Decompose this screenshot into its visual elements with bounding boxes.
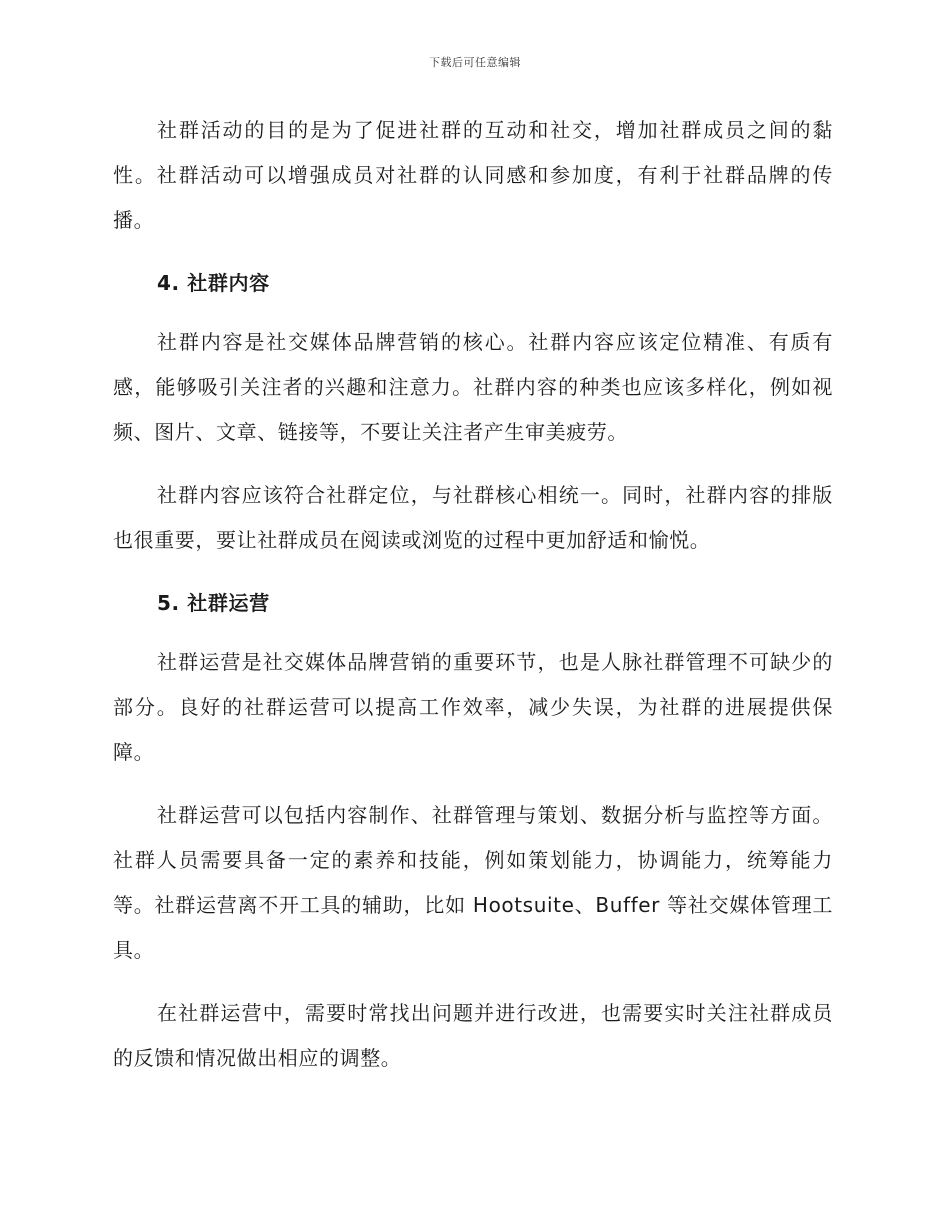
header-note: 下载后可任意编辑: [429, 56, 521, 69]
paragraph-community-activity-purpose: 社群活动的目的是为了促进社群的互动和社交，增加社群成员之间的黏性。社群活动可以增强成员对社群的认同感和参加度，有利于社群品牌的传播。: [113, 118, 833, 232]
section-heading-community-content: 4. 社群内容: [157, 271, 270, 295]
section-heading-community-operation: 5. 社群运营: [157, 591, 270, 615]
document-body: [113, 108, 833, 1099]
paragraph-community-content-core: 社群内容是社交媒体品牌营销的核心。社群内容应该定位精准、有质有感，能够吸引关注者的兴趣和注意力。社群内容的种类也应该多样化，例如视频、图片、文章、链接等，不要让关注者产生审美疲劳。: [113, 330, 833, 444]
paragraph-community-operation-importance: 社群运营是社交媒体品牌营销的重要环节，也是人脉社群管理不可缺少的部分。良好的社群运营可以提高工作效率，减少失误，为社群的进展提供保障。: [113, 650, 833, 764]
paragraph-community-operation-scope: 社群运营可以包括内容制作、社群管理与策划、数据分析与监控等方面。社群人员需要具备一定的素养和技能，例如策划能力，协调能力，统筹能力等。社群运营离不开工具的辅助，比如 Hootsuite、Buffer 等社交媒体管理工具。: [113, 803, 833, 962]
paragraph-community-content-layout: 社群内容应该符合社群定位，与社群核心相统一。同时，社群内容的排版也很重要，要让社群成员在阅读或浏览的过程中更加舒适和愉悦。: [113, 483, 833, 552]
paragraph-community-operation-improvement: 在社群运营中，需要时常找出问题并进行改进，也需要实时关注社群成员的反馈和情况做出相应的调整。: [113, 1001, 833, 1070]
